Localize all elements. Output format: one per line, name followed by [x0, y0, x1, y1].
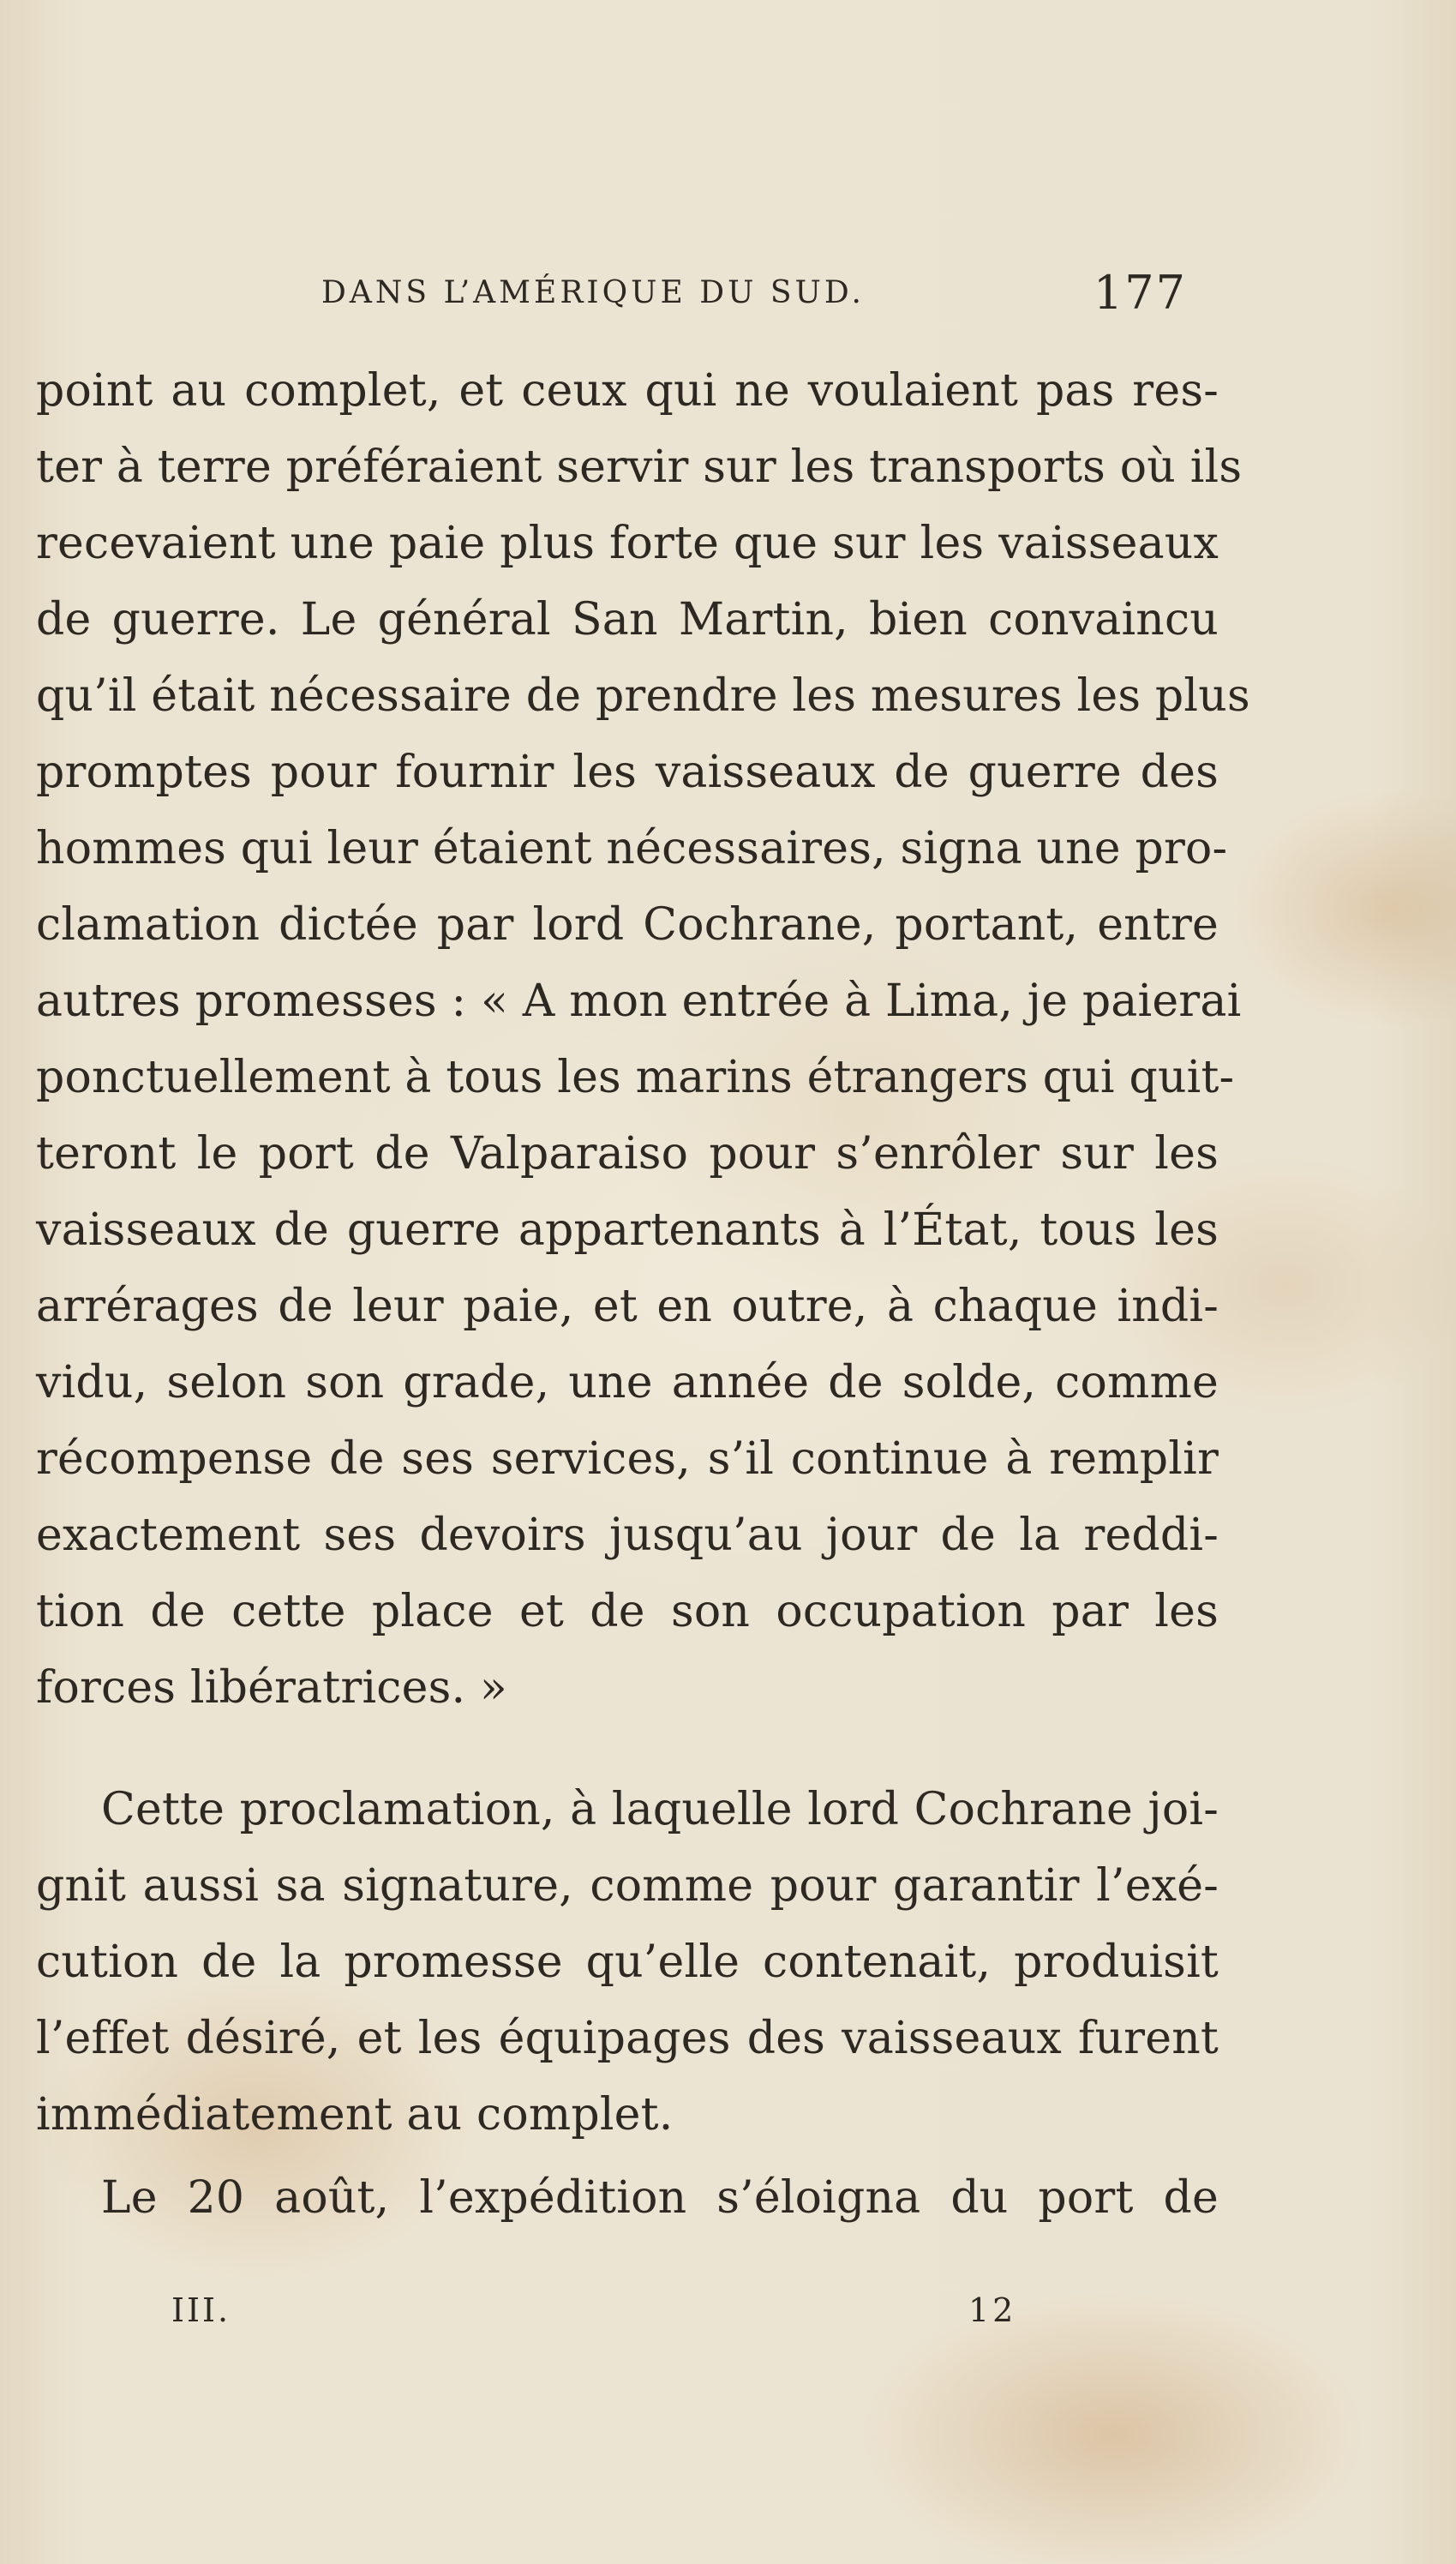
text-line: vaisseaux de guerre appartenants à l’État, tous les	[36, 1204, 1219, 1256]
text-line: promptes pour fournir les vaisseaux de guerre des	[36, 747, 1219, 798]
sheet-number: 12	[968, 2291, 1017, 2329]
page-footer	[0, 2280, 1456, 2340]
text-line: recevaient une paie plus forte que sur les vaisseaux	[36, 518, 1219, 569]
text-line: l’effet désiré, et les équipages des vaisseaux furent	[36, 2013, 1219, 2064]
text-line: tion de cette place et de son occupation par les	[36, 1586, 1219, 1637]
text-line: teront le port de Valparaiso pour s’enrôler sur les	[36, 1128, 1219, 1180]
text-line: Le 20 août, l’expédition s’éloigna du port de	[101, 2172, 1219, 2224]
text-line: clamation dictée par lord Cochrane, portant, entre	[36, 899, 1219, 951]
text-line: qu’il était nécessaire de prendre les mesures les plus	[36, 670, 1250, 722]
text-line: hommes qui leur étaient nécessaires, signa une pro-	[36, 823, 1228, 874]
text-line: vidu, selon son grade, une année de solde, comme	[36, 1357, 1219, 1408]
paragraph-gap	[36, 1726, 1219, 1772]
text-line: récompense de ses services, s’il continue à remplir	[36, 1433, 1219, 1485]
text-line: immédiatement au complet.	[36, 2089, 674, 2141]
paragraph-2	[36, 1772, 1219, 2153]
signature-mark: III.	[171, 2291, 231, 2329]
text-line: arrérages de leur paie, et en outre, à chaque indi-	[36, 1281, 1219, 1332]
paragraph-gap	[36, 2153, 1219, 2160]
text-line: ter à terre préféraient servir sur les transports où ils	[36, 441, 1243, 493]
text-line: forces libératrices. »	[36, 1662, 507, 1714]
text-line: Cette proclamation, à laquelle lord Cochrane joi-	[101, 1784, 1219, 1835]
body-text	[36, 353, 1250, 2237]
running-head	[321, 267, 1187, 319]
text-line: gnit aussi sa signature, comme pour garantir l’exé-	[36, 1860, 1219, 1912]
paragraph-3	[36, 2160, 1219, 2237]
text-line: ponctuellement à tous les marins étrangers qui quit-	[36, 1052, 1235, 1103]
text-line: exactement ses devoirs jusqu’au jour de la reddi-	[36, 1510, 1219, 1561]
paragraph-1	[36, 353, 1250, 1726]
text-line: autres promesses : « A mon entrée à Lima, je paierai	[36, 976, 1242, 1027]
page-number: 177	[1093, 266, 1187, 320]
text-line: cution de la promesse qu’elle contenait, produisit	[36, 1937, 1219, 1988]
text-line: point au complet, et ceux qui ne voulaient pas res-	[36, 365, 1219, 417]
running-title: DANS L’AMÉRIQUE DU SUD.	[321, 275, 865, 310]
text-line: de guerre. Le général San Martin, bien convaincu	[36, 594, 1219, 646]
